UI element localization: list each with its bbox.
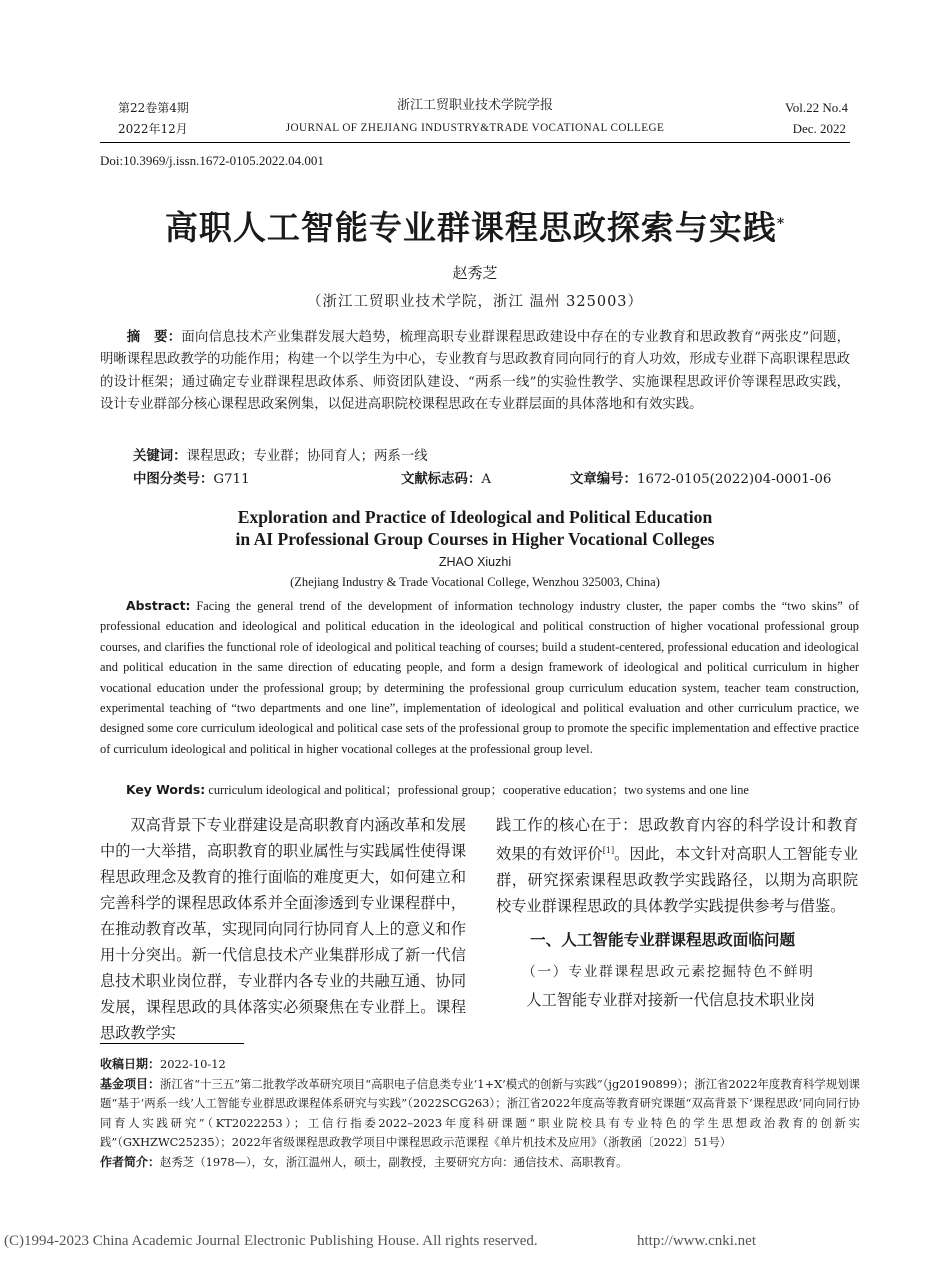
abstract-en-label: Abstract: xyxy=(126,598,191,613)
fund-value: 浙江省“十三五”第二批教学改革研究项目“高职电子信息类专业‘1+X’模式的创新与实践”（jg20190899）；浙江省2022年度教育科学规划课题“基于‘两系一线’人工智能专业群思政课程体系研究与实践”（2022SCG263）；浙江省2022年度高等教育研究课题“双高背景下‘课程思政’同向同行协同育人实践研究”（KT2022253）；工信行指委2022–2023年度科研课题“职业院校具有专业特色的学生思想政治教育的创新实践”（GXHZWC25235）；2022年省级课程思政教学项目中课程思政示范课程《单片机技术及应用》（浙教函〔2022〕51号） xyxy=(100,1076,860,1150)
section-1-heading: 一、人工智能专业群课程思政面临问题 xyxy=(530,931,796,950)
author-en: ZHAO Xiuzhi xyxy=(438,555,512,569)
keywords-cn-text: 课程思政；专业群；协同育人；两系一线 xyxy=(186,449,428,464)
keywords-en xyxy=(126,780,856,800)
document-code xyxy=(401,469,491,491)
article-number xyxy=(570,469,831,491)
body-right-paragraph xyxy=(496,812,858,919)
document-code-value: A xyxy=(481,472,492,487)
title-en xyxy=(0,506,950,550)
title-cn xyxy=(0,205,950,251)
footnote-author xyxy=(100,1153,860,1173)
subsection-1-heading: （一）专业群课程思政元素挖掘特色不鲜明 xyxy=(522,964,815,981)
abstract-en-text: Facing the general trend of the development of information technology industry cluster, the paper combs the “two skins” of professional education and ideological and political education in the ideological and political construction of higher vocational professional group courses, and clarifies the functional role of ideological and political teaching of courses; build a student-centered, professional education and ideological and political education in the same direction of educating people, and form a design framework of ideological and political curriculum in higher vocational education under the professional group; by determining the professional group curriculum education system, teacher team construction, experimental teaching of “two departments and one line”, implementation of ideological and political evaluation and other curriculum practice, we designed some core curriculum ideological and political case sets of the professional group to promote the specific implementation and effective practice of curriculum ideological and political in higher vocational colleges at the professional group level. xyxy=(100,599,859,756)
body-right-text-b: 。因此，本文针对高职人工智能专业群，研究探索课程思政教学实践路径，以期为高职院校专业群课程思政的具体教学实践提供参考与借鉴。 xyxy=(496,845,859,916)
header-date-en: Dec. 2022 xyxy=(792,121,846,136)
received-value: 2022-10-12 xyxy=(160,1057,226,1071)
keywords-cn-label: 关键词： xyxy=(133,449,187,464)
title-cn-text: 高职人工智能专业群课程思政探索与实践 xyxy=(164,208,777,247)
document-code-label: 文献标志码： xyxy=(401,472,482,487)
clc-number xyxy=(133,469,250,491)
header-journal-cn: 浙江工贸职业技术学院学报 xyxy=(396,98,553,113)
affiliation-cn: （浙江工贸职业技术学院，浙江 温州 325003） xyxy=(306,294,644,310)
keywords-en-text: curriculum ideological and political；professional group；cooperative education；two systems and one line xyxy=(208,783,749,797)
clc-value: G711 xyxy=(213,472,250,487)
body-right-last-line: 人工智能专业群对接新一代信息技术职业岗 xyxy=(526,991,815,1010)
doi: Doi:10.3969/j.issn.1672-0105.2022.04.001 xyxy=(100,153,324,168)
header-volume-issue-cn: 第22卷第4期 xyxy=(118,101,189,115)
header-date-cn: 2022年12月 xyxy=(118,122,188,136)
fund-label: 基金项目： xyxy=(100,1076,161,1091)
header-journal-en: JOURNAL OF ZHEJIANG INDUSTRY&TRADE VOCATIONAL COLLEGE xyxy=(285,122,665,134)
keywords-cn xyxy=(133,446,428,468)
footnote-rule xyxy=(100,1043,244,1044)
keywords-en-label: Key Words: xyxy=(126,782,206,797)
affiliation-en: (Zhejiang Industry & Trade Vocational College, Wenzhou 325003, China) xyxy=(290,575,660,589)
footer-url: http://www.cnki.net xyxy=(637,1233,757,1249)
article-number-label: 文章编号： xyxy=(570,472,637,487)
footnotes xyxy=(100,1055,860,1173)
footer-copyright: (C)1994-2023 China Academic Journal Electronic Publishing House. All rights reserved. xyxy=(4,1233,538,1249)
author-bio-label: 作者简介： xyxy=(100,1154,161,1169)
footnote-received xyxy=(100,1055,860,1075)
title-en-line-1: Exploration and Practice of Ideological and Political Education xyxy=(237,507,713,527)
abstract-en xyxy=(100,596,859,759)
received-label: 收稿日期： xyxy=(100,1057,161,1071)
footnote-fund xyxy=(100,1075,860,1153)
author-bio-value: 赵秀芝（1978—），女，浙江温州人，硕士，副教授，主要研究方向：通信技术、高职教育。 xyxy=(160,1154,628,1169)
header-rule xyxy=(100,142,850,143)
title-en-line-2: in AI Professional Group Courses in Higher Vocational Colleges xyxy=(235,529,715,549)
header-volume-issue-en: Vol.22 No.4 xyxy=(785,100,848,115)
abstract-cn xyxy=(100,327,850,417)
abstract-cn-label: 摘 要： xyxy=(126,330,182,345)
abstract-cn-text: 面向信息技术产业集群发展大趋势，梳理高职专业群课程思政建设中存在的专业教育和思政教育“两张皮”问题，明晰课程思政教学的功能作用；构建一个以学生为中心，专业教育与思政教育同向同行的育人功效，形成专业群下高职课程思政的设计框架；通过确定专业群课程思政体系、师资团队建设、“两系一线”的实验性教学、实施课程思政评价等课程思政实践，设计专业群部分核心课程思政案例集，以促进高职院校课程思政在专业群层面的具体落地和有效实践。 xyxy=(100,330,850,413)
body-right-text-a: 践工作的核心在于：思政教育内容的科学设计和教育效果的有效评价 xyxy=(496,816,858,864)
clc-label: 中图分类号： xyxy=(133,472,214,487)
author-cn: 赵秀芝 xyxy=(452,264,498,282)
citation-ref-1: [1] xyxy=(602,846,615,855)
article-number-value: 1672-0105(2022)04-0001-06 xyxy=(636,472,832,487)
title-footnote-mark: * xyxy=(776,216,786,232)
body-left-column: 双高背景下专业群建设是高职教育内涵改革和发展中的一大举措，高职教育的职业属性与实践属性使得课程思政理念及教育的推行面临的难度更大，如何建立和完善科学的课程思政体系并全面渗透到专业课程群中，在推动教育改革，实现同向同行协同育人上的意义和作用十分突出。新一代信息技术产业集群形成了新一代信息技术职业岗位群，专业群内各专业的共融互通、协同发展，课程思政的具体落实必须聚焦在专业群上。课程思政教学实 xyxy=(100,816,466,1042)
body-right-column xyxy=(496,812,858,1013)
